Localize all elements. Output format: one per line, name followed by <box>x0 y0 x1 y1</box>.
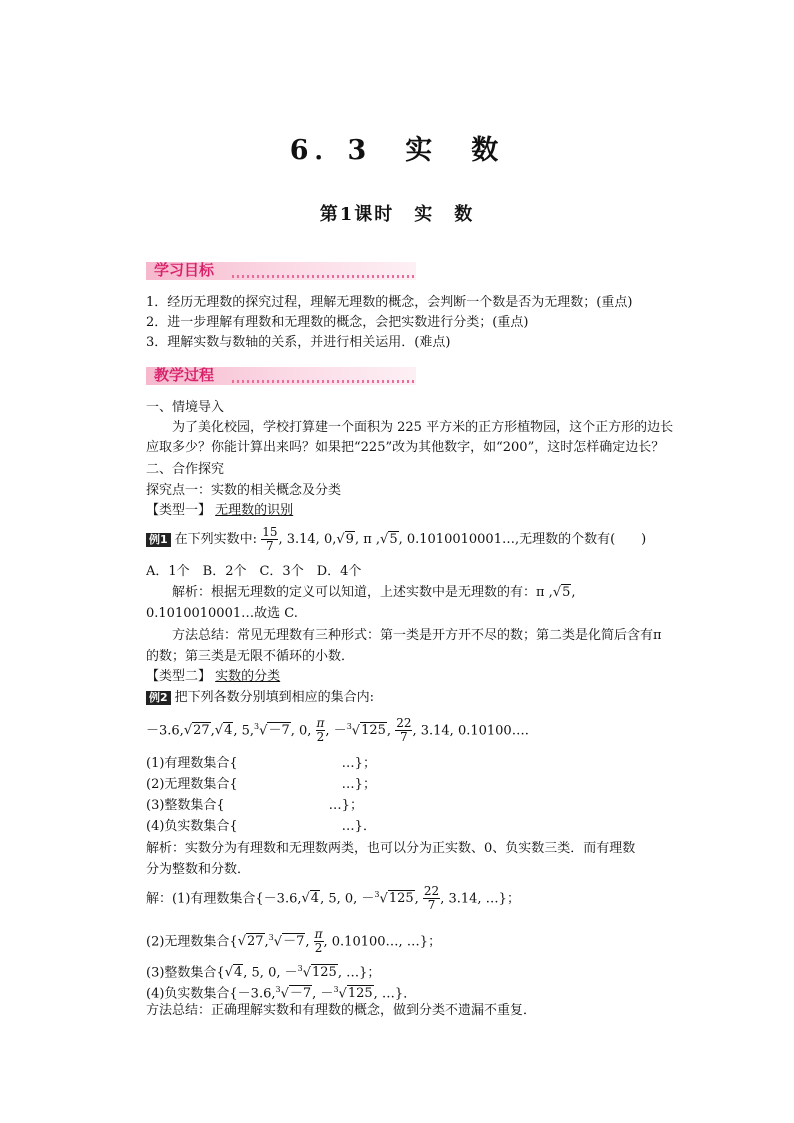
radicand: 27 <box>246 934 264 950</box>
sqrt: √9 <box>336 532 354 547</box>
list-text: , 0, <box>290 723 312 739</box>
cube-root: $^3$√125 <box>374 890 414 907</box>
example-badge: 例1 <box>146 533 171 547</box>
root-index: 3 <box>374 890 380 899</box>
example-1-summary: 的数；第三类是无限不循环的小数． <box>146 649 355 664</box>
fraction-denominator: 2 <box>316 730 325 745</box>
solution-line-3 <box>146 960 380 982</box>
list-text: , － <box>325 723 347 739</box>
solution-line-4 <box>146 981 416 1003</box>
solution-text: (3)整数集合{ <box>146 965 225 981</box>
fraction-numerator: 15 <box>262 525 278 539</box>
cube-root: $^3$√125 <box>333 985 373 1002</box>
example-2-analysis <box>146 840 635 858</box>
fraction <box>316 717 326 744</box>
root-index: 3 <box>275 985 281 994</box>
ex2-lead: 把下列各数分别填到相应的集合内: <box>174 690 375 705</box>
fraction-numerator: 22 <box>423 884 440 899</box>
solution-text: , 5, 0, － <box>243 965 298 981</box>
solution-text: , 3.14, …}； <box>440 891 520 907</box>
radicand: －7 <box>283 934 305 950</box>
radicand: －7 <box>268 723 290 739</box>
radicand: 125 <box>388 891 414 907</box>
sqrt: √4 <box>301 891 320 907</box>
solution-text: , － <box>312 986 334 1002</box>
example-1-summary <box>146 627 662 645</box>
fraction-numerator: π <box>316 716 325 731</box>
analysis-text: 解析：实数分为有理数和无理数两类，也可以分为正实数、0、负实数三类．而有理数 <box>146 841 636 856</box>
list-text: , <box>210 723 215 739</box>
section-banner-goals <box>146 262 416 280</box>
goal-item: 1．经历无理数的探究过程，理解无理数的概念，会判断一个数是否为无理数；(重点) <box>146 295 633 310</box>
example-2-number-list <box>146 712 529 746</box>
solution-text: , <box>264 934 269 950</box>
type1-heading <box>146 502 293 520</box>
type-bracket: 【类型一】 <box>146 503 212 518</box>
radicand: 4 <box>233 965 243 981</box>
fraction-denominator: 7 <box>266 539 274 553</box>
example-2-analysis: 分为整数和分数． <box>146 862 251 877</box>
sqrt: √27 <box>183 723 210 739</box>
root-index: 3 <box>254 722 260 731</box>
lesson-subtitle: 第1课时 实 数 <box>319 204 475 225</box>
list-text: , 5, <box>233 723 255 739</box>
solution-text: (4)负实数集合{－3.6, <box>146 986 276 1002</box>
root-index: 3 <box>333 985 339 994</box>
cube-root: $^3$√125 <box>346 722 386 739</box>
solution-text: , …}． <box>373 986 417 1002</box>
set-blank: (3)整数集合{ …}； <box>146 798 363 813</box>
fraction-denominator: 7 <box>400 730 408 745</box>
fraction-numerator: 22 <box>396 716 412 731</box>
solution-text: , <box>414 891 419 907</box>
radicand: 5 <box>562 585 571 600</box>
root-index: 3 <box>268 933 274 942</box>
example-2-summary: 方法总结：正确理解实数和有理数的概念，做到分类不遗漏不重复． <box>146 1003 537 1018</box>
sqrt: √5 <box>380 532 398 547</box>
solution-text: (2)无理数集合{ <box>146 934 238 950</box>
radicand: 5 <box>389 532 398 547</box>
set-blank: (2)无理数集合{ …}； <box>146 777 376 792</box>
radicand: －7 <box>289 986 312 1002</box>
sqrt: √4 <box>224 965 243 981</box>
fraction <box>314 928 324 955</box>
example-1-analysis <box>146 584 576 602</box>
radicand: 4 <box>224 723 233 739</box>
section-banner-label: 教学过程 <box>154 366 215 384</box>
ex1-text: , 0.1010010001…,无理数的个数有( ) <box>398 532 647 547</box>
type-bracket: 【类型二】 <box>146 669 212 684</box>
set-blank: (4)负实数集合{ …}． <box>146 819 376 834</box>
fraction-numerator: π <box>314 927 323 942</box>
cube-root: $^3$√－7 <box>254 722 290 739</box>
banner-dots <box>232 275 416 278</box>
solution-text: 解：(1)有理数集合{－3.6, <box>146 891 302 907</box>
example-2-question <box>146 689 374 707</box>
page-title: 6．3 实 数 <box>289 135 505 166</box>
solution-text: , …}； <box>337 965 381 981</box>
analysis-text: , <box>571 585 576 600</box>
coop-heading: 二、合作探究 <box>146 462 225 477</box>
radicand: 27 <box>193 723 210 739</box>
type-title: 无理数的识别 <box>215 503 294 518</box>
list-text: －3.6, <box>146 723 184 739</box>
fraction-denominator: 7 <box>427 898 436 913</box>
intro-paragraph-line: 应取多少？你能计算出来吗？如果把“225”改为其他数字，如“200”，这时怎样确定边长？ <box>146 440 665 455</box>
explore-point-1: 探究点一：实数的相关概念及分类 <box>146 483 342 498</box>
analysis-text: 解析：根据无理数的定义可以知道，上述实数中是无理数的有：π , <box>172 585 553 600</box>
solution-line-2 <box>146 923 441 957</box>
ex1-text: , π , <box>354 532 381 547</box>
ex1-lead: 在下列实数中: <box>174 532 258 547</box>
example-1-options: A．1个 B．2个 C．3个 D．4个 <box>146 564 362 579</box>
example-badge: 例2 <box>146 691 171 705</box>
example-1-question <box>146 526 646 553</box>
solution-text: , 5, 0, － <box>320 891 375 907</box>
section-banner-process <box>146 367 416 385</box>
intro-text: 为了美化校园，学校打算建一个面积为 225 平方米的正方形植物园，这个正方形的边长 <box>172 420 674 435</box>
section-banner-label: 学习目标 <box>154 261 215 279</box>
summary-text: 方法总结：常见无理数有三种形式：第一类是开方开不尽的数；第二类是化简后含有π <box>172 628 662 643</box>
sqrt: √5 <box>552 585 571 600</box>
cube-root: $^3$√－7 <box>275 985 312 1002</box>
intro-heading: 一、情境导入 <box>146 400 225 415</box>
example-1-analysis: 0.1010010001…故选 C. <box>146 606 298 621</box>
intro-paragraph-line <box>146 419 673 437</box>
list-text: , 3.14, 0.10100…. <box>412 723 529 739</box>
goal-item: 2．进一步理解有理数和无理数的概念，会把实数进行分类；(重点) <box>146 315 529 330</box>
fraction <box>395 717 412 744</box>
goal-item: 3．理解实数与数轴的关系，并进行相关运用．(难点) <box>146 335 451 350</box>
ex1-text: , 3.14, 0, <box>278 532 337 547</box>
radicand: 9 <box>345 532 354 547</box>
fraction <box>423 885 440 912</box>
solution-text: , 0.10100…, …}； <box>323 934 442 950</box>
cube-root: $^3$√125 <box>297 964 337 981</box>
root-index: 3 <box>297 964 303 973</box>
root-index: 3 <box>346 722 352 731</box>
sqrt: √27 <box>237 934 264 950</box>
banner-dots <box>232 380 416 383</box>
list-text: , <box>386 723 392 739</box>
solution-line-1 <box>146 880 520 914</box>
radicand: 125 <box>361 723 386 739</box>
set-blank: (1)有理数集合{ …}； <box>146 756 376 771</box>
type2-heading <box>146 668 280 686</box>
solution-text: , <box>305 934 310 950</box>
radicand: 125 <box>347 986 373 1002</box>
radicand: 125 <box>312 965 337 981</box>
cube-root: $^3$√－7 <box>268 933 305 950</box>
radicand: 4 <box>310 891 320 907</box>
fraction-denominator: 2 <box>314 941 323 956</box>
sqrt: √4 <box>214 723 233 739</box>
type-title: 实数的分类 <box>215 669 281 684</box>
fraction <box>261 526 278 553</box>
